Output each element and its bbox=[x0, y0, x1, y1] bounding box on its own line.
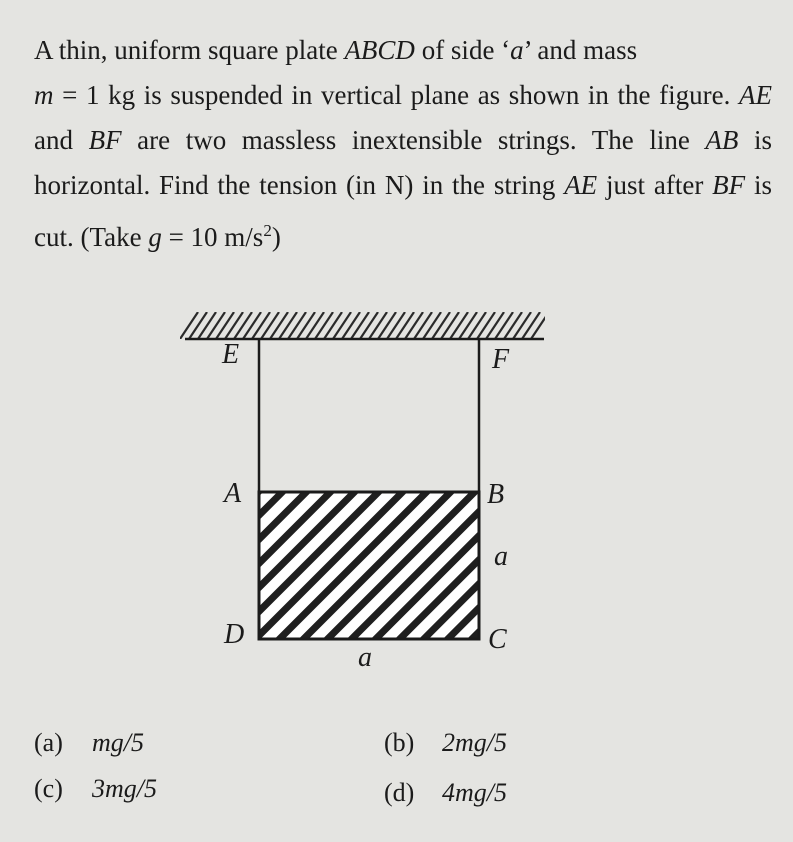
question-symbol: ABCD bbox=[344, 35, 415, 65]
option-value: 2mg/5 bbox=[442, 728, 507, 757]
option-d[interactable] bbox=[384, 778, 507, 808]
question-fragment: of side ‘ bbox=[414, 35, 511, 65]
square-plate bbox=[259, 492, 479, 639]
question-symbol: AE bbox=[564, 170, 598, 200]
option-key: (d) bbox=[384, 778, 415, 807]
ceiling-hatching bbox=[180, 312, 549, 339]
question-fragment: A thin, uniform square plate bbox=[34, 35, 345, 65]
question-symbol: AE bbox=[739, 80, 772, 110]
question-fragment: are two massless inextensible strings. The line bbox=[121, 125, 706, 155]
question-fragment: is cut. (Take bbox=[34, 170, 772, 252]
option-key: (b) bbox=[384, 728, 415, 757]
label-a: A bbox=[224, 478, 242, 509]
option-a[interactable] bbox=[34, 728, 144, 758]
label-side-bottom: a bbox=[358, 642, 372, 673]
question-symbol: g bbox=[148, 222, 162, 252]
question-symbol: m bbox=[34, 80, 54, 110]
option-key: (a) bbox=[34, 728, 63, 757]
option-c[interactable] bbox=[34, 774, 157, 804]
question-superscript: 2 bbox=[263, 221, 272, 240]
label-e: E bbox=[222, 339, 240, 370]
question-fragment: and bbox=[34, 125, 89, 155]
question-symbol: BF bbox=[712, 170, 746, 200]
question-symbol: a bbox=[510, 35, 524, 65]
label-c: C bbox=[488, 624, 507, 655]
question-symbol: BF bbox=[88, 125, 122, 155]
question-fragment: = 10 m/s bbox=[161, 222, 264, 252]
question-fragment: just after bbox=[597, 170, 713, 200]
question-fragment: ’ and mass bbox=[523, 35, 638, 65]
question-symbol: AB bbox=[705, 125, 739, 155]
option-key: (c) bbox=[34, 774, 63, 803]
question-fragment: ) bbox=[271, 222, 281, 252]
option-b[interactable] bbox=[384, 728, 507, 758]
option-value: 3mg/5 bbox=[92, 774, 157, 803]
question-fragment: is horizontal. Find the tension (in N) in the string bbox=[34, 125, 772, 200]
label-side-right: a bbox=[494, 541, 508, 572]
label-d: D bbox=[224, 619, 245, 650]
label-f: F bbox=[492, 344, 510, 375]
label-b: B bbox=[487, 479, 505, 510]
question-fragment: = 1 kg is suspended in vertical plane as shown in the figure. bbox=[53, 80, 739, 110]
option-value: mg/5 bbox=[92, 728, 144, 757]
option-value: 4mg/5 bbox=[442, 778, 507, 807]
